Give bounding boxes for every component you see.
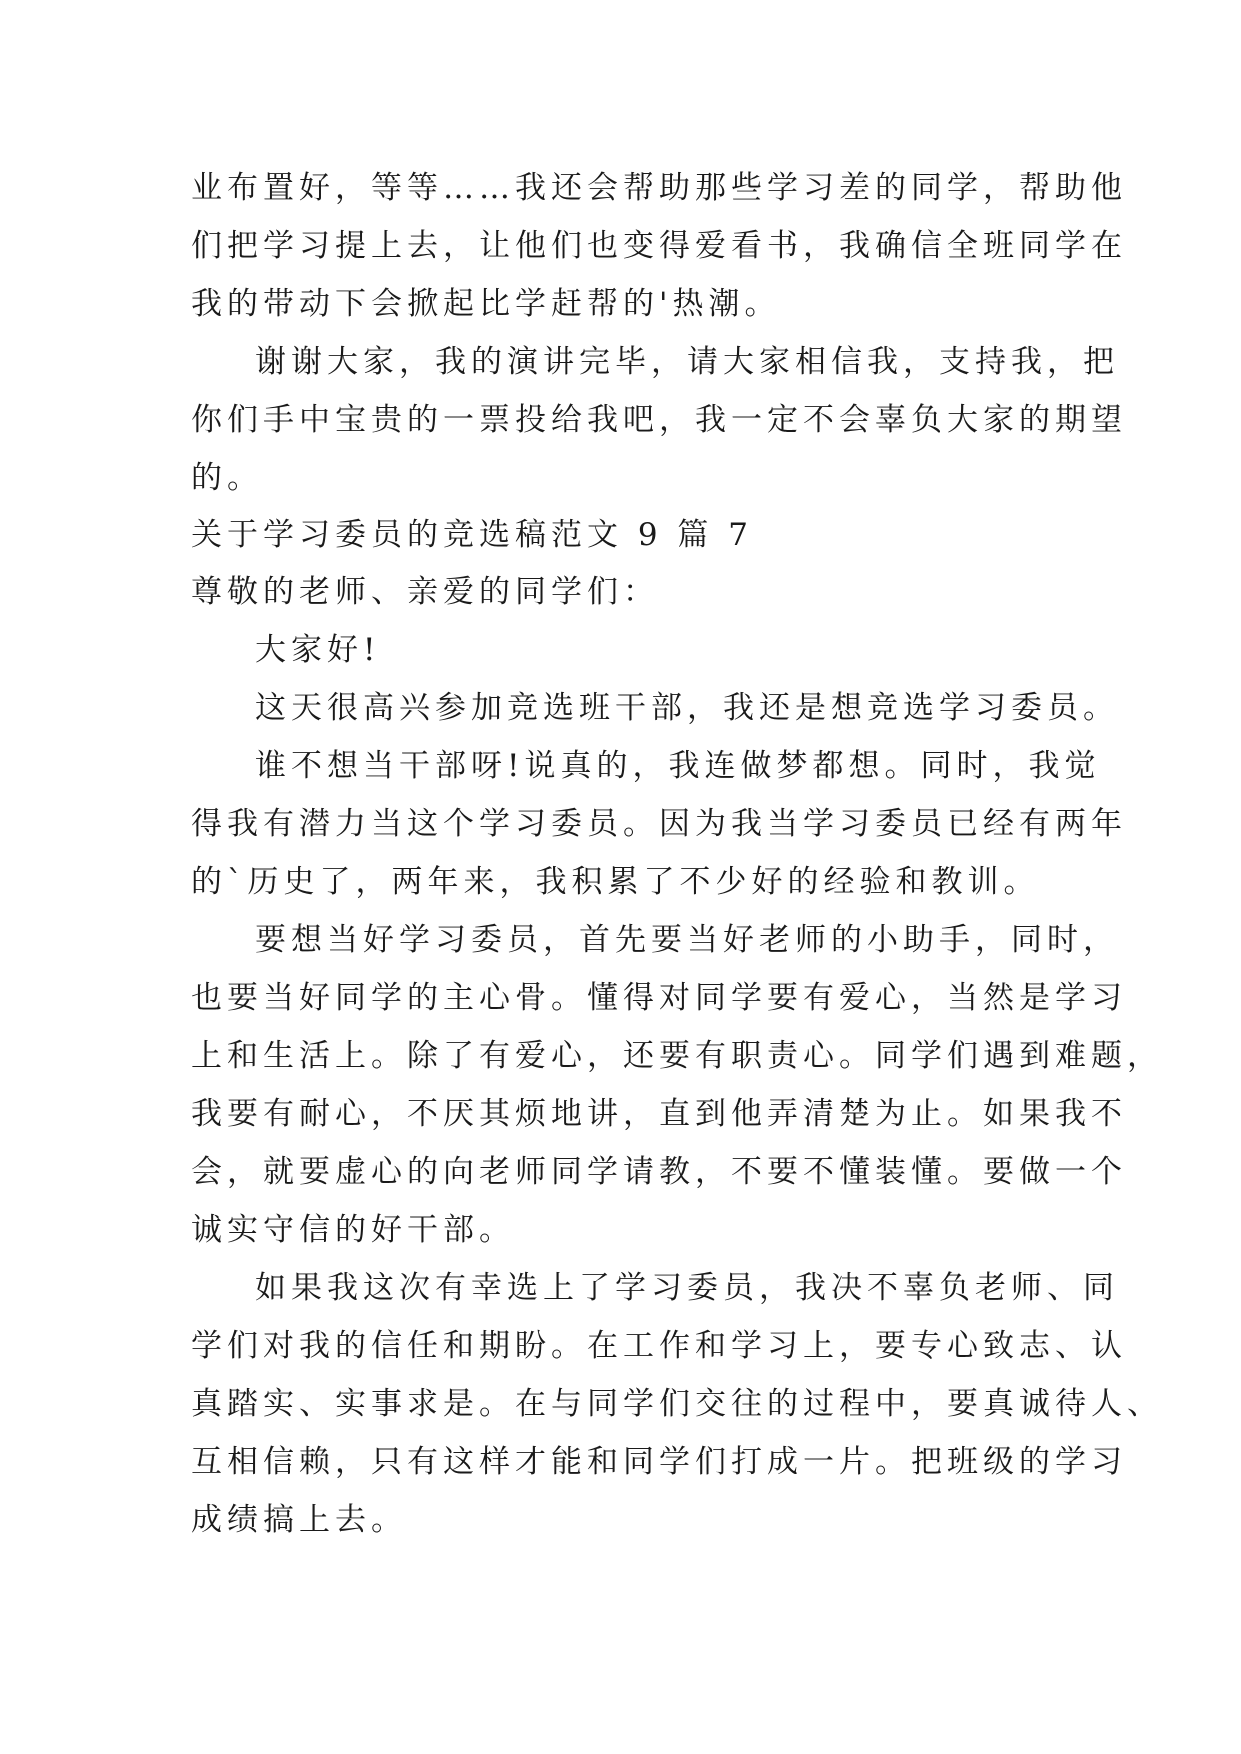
text-line: 的。 (191, 460, 263, 496)
text-line: 要想当好学习委员，首先要当好老师的小助手，同时， (255, 922, 1119, 958)
section-heading: 关于学习委员的竞选稿范文 9 篇 7 (191, 517, 754, 553)
text-line: 得我有潜力当这个学习委员。因为我当学习委员已经有两年 (191, 806, 1127, 842)
text-line: 我的带动下会掀起比学赶帮的'热潮。 (191, 286, 781, 322)
text-line: 上和生活上。除了有爱心，还要有职责心。同学们遇到难题， (191, 1038, 1163, 1074)
greeting: 大家好! (255, 632, 381, 668)
text-line: 也要当好同学的主心骨。懂得对同学要有爱心，当然是学习 (191, 980, 1127, 1016)
text-line: 会，就要虚心的向老师同学请教，不要不懂装懂。要做一个 (191, 1154, 1127, 1190)
text-line: 你们手中宝贵的一票投给我吧，我一定不会辜负大家的期望 (191, 402, 1127, 438)
salutation: 尊敬的老师、亲爱的同学们： (191, 574, 659, 610)
text-line: 学们对我的信任和期盼。在工作和学习上，要专心致志、认 (191, 1328, 1127, 1364)
text-line: 们把学习提上去，让他们也变得爱看书，我确信全班同学在 (191, 228, 1127, 264)
text-line: 如果我这次有幸选上了学习委员，我决不辜负老师、同 (255, 1270, 1119, 1306)
text-line: 真踏实、实事求是。在与同学们交往的过程中，要真诚待人、 (191, 1386, 1163, 1422)
text-line: 谁不想当干部呀!说真的，我连做梦都想。同时，我觉 (255, 748, 1101, 784)
text-line: 互相信赖，只有这样才能和同学们打成一片。把班级的学习 (191, 1444, 1127, 1480)
text-line: 谢谢大家，我的演讲完毕，请大家相信我，支持我，把 (255, 344, 1119, 380)
text-line: 诚实守信的好干部。 (191, 1212, 515, 1248)
text-line: 业布置好，等等……我还会帮助那些学习差的同学，帮助他 (191, 170, 1127, 206)
text-line: 我要有耐心，不厌其烦地讲，直到他弄清楚为止。如果我不 (191, 1096, 1127, 1132)
text-line: 成绩搞上去。 (191, 1502, 407, 1538)
text-line: 的`历史了，两年来，我积累了不少好的经验和教训。 (191, 864, 1040, 900)
text-line: 这天很高兴参加竞选班干部，我还是想竞选学习委员。 (255, 690, 1119, 726)
